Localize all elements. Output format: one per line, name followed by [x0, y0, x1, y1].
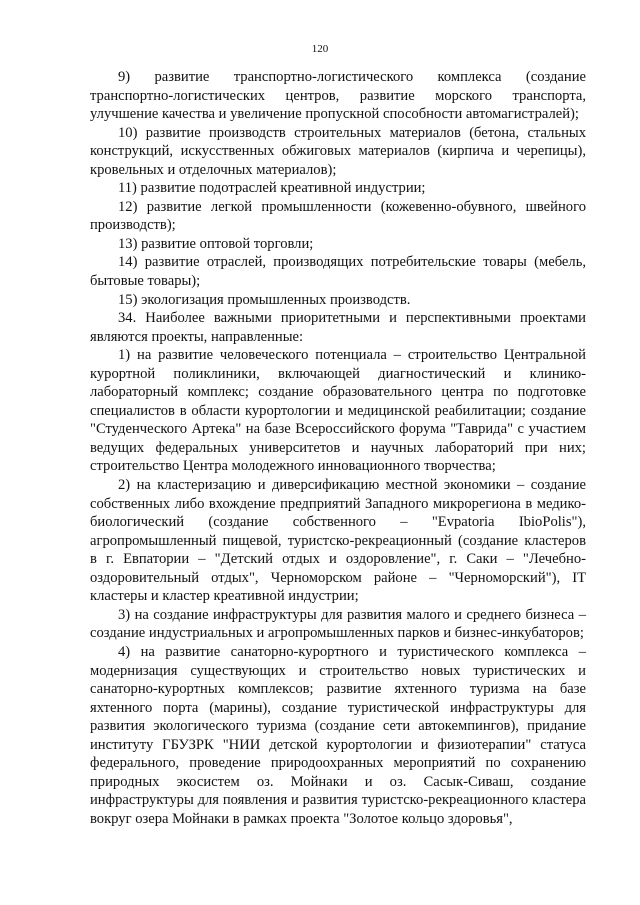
project-item-3: 3) на создание инфраструктуры для развития малого и среднего бизнеса – создание индустриальных и агропромышленных парков и бизнес-инкубаторов;	[90, 606, 586, 642]
page-number: 120	[311, 43, 329, 55]
list-item-15: 15) экологизация промышленных производств.	[118, 291, 411, 308]
list-item-13: 13) развитие оптовой торговли;	[118, 235, 314, 252]
list-item-10: 10) развитие производств строительных материалов (бетона, стальных конструкций, искусственных обжиговых материалов (кирпича и черепицы), кровельных и отделочных материалов);	[90, 124, 586, 178]
list-item-12: 12) развитие легкой промышленности (кожевенно-обувного, швейного производств);	[90, 198, 586, 234]
project-item-4: 4) на развитие санаторно-курортного и туристического комплекса – модернизация существующих и строительство новых туристических и санаторно-курортных комплексов; развитие яхтенного туризма на базе яхтенного порта (марины), создание туристической инфраструктуры для развития экологического туризма (создание сети автокемпингов), придание институту ГБУЗРК "НИИ детской курортологии и физиотерапии" статуса федерального, проведение природоохранных мероприятий по сохранению природных экосистем оз. Мойнаки и оз. Сасык-Сиваш, создание инфраструктуры для появления и развития туристско-рекреационного кластера вокруг озера Мойнаки в рамках проекта "Золотое кольцо здоровья",	[90, 643, 586, 827]
project-item-2: 2) на кластеризацию и диверсификацию местной экономики – создание собственных либо вхождение предприятий Западного микрорегиона в медико-биологический (создание собственного – "Evpatoria IbioPolis"), агропромышленный пищевой, туристско-рекреационный (создание кластеров в г. Евпатории – "Детский отдых и оздоровление", г. Саки – "Лечебно-оздоровительный отдых", Черноморском районе – "Черноморский"), IT кластеры и кластер креативной индустрии;	[90, 477, 586, 605]
list-item-14: 14) развитие отраслей, производящих потребительские товары (мебель, бытовые товары);	[90, 254, 586, 290]
project-item-1: 1) на развитие человеческого потенциала – строительство Центральной курортной поликлиники, включающей диагностический и клинико-лабораторный комплекс; создание образовательного центра по подготовке специалистов в области курортологии и медицинской реабилитации; создание "Студенческого Артека" на базе Всероссийского форума "Таврида" с участием ведущих федеральных университетов и научных лабораторий при них; строительство Центра молодежного инновационного творчества;	[90, 347, 586, 475]
list-item-9: 9) развитие транспортно-логистического комплекса (создание транспортно-логистических центров, развитие морского транспорта, улучшение качества и увеличение пропускной способности автомагистралей);	[90, 69, 586, 123]
document-body	[90, 68, 586, 828]
section-34-intro: 34. Наиболее важными приоритетными и перспективными проектами являются проекты, направленные:	[90, 310, 586, 345]
list-item-11: 11) развитие подотраслей креативной индустрии;	[118, 180, 426, 197]
